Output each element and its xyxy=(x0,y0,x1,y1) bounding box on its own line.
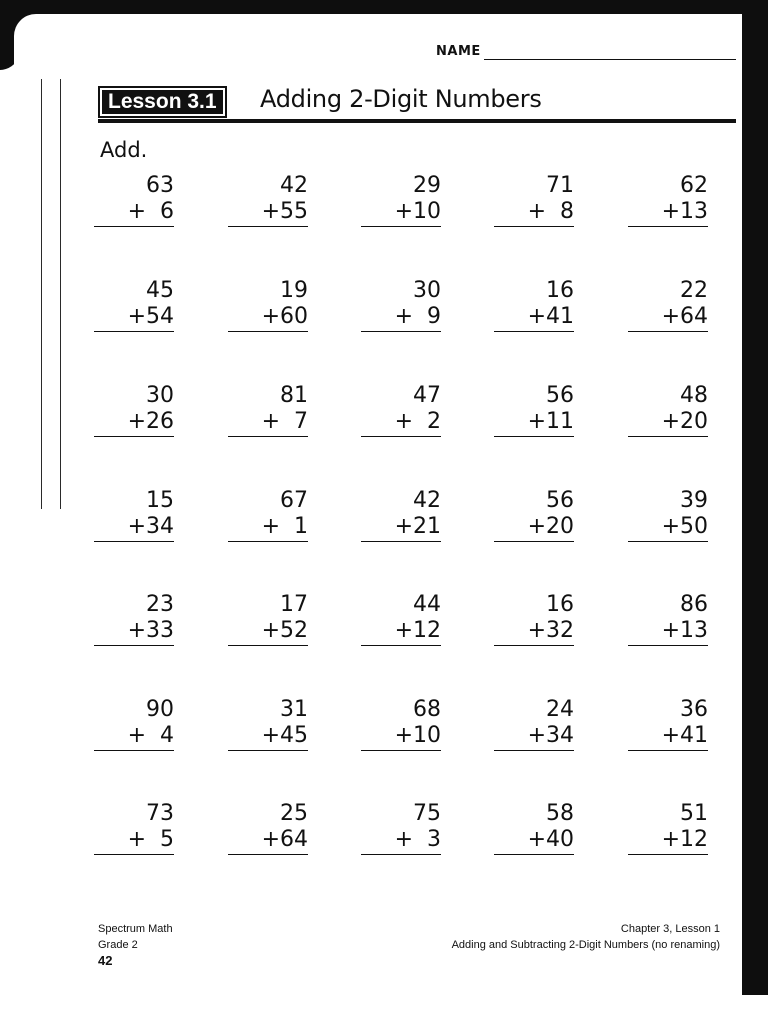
addend-top: 62 xyxy=(680,173,708,198)
addition-problem xyxy=(494,801,574,855)
addend-bottom: +54 xyxy=(94,304,174,332)
addend-bottom: +12 xyxy=(361,618,441,646)
addend-bottom: +55 xyxy=(228,199,308,227)
addend-bottom: + 7 xyxy=(228,409,308,437)
addition-problem xyxy=(94,278,174,332)
addition-problem xyxy=(628,278,708,332)
scan-edge-right xyxy=(740,0,768,995)
addend-bottom: +64 xyxy=(628,304,708,332)
addend-top: 30 xyxy=(146,383,174,408)
lesson-title: Adding 2-Digit Numbers xyxy=(260,85,542,113)
addition-problem xyxy=(494,278,574,332)
addend-bottom: +40 xyxy=(494,827,574,855)
addend-bottom: +21 xyxy=(361,514,441,542)
addition-problem xyxy=(94,697,174,751)
addend-bottom: +13 xyxy=(628,618,708,646)
name-label: NAME xyxy=(436,44,481,59)
addition-problem xyxy=(628,173,708,227)
addend-top: 56 xyxy=(546,383,574,408)
addend-top: 68 xyxy=(413,697,441,722)
addend-top: 31 xyxy=(280,697,308,722)
addend-top: 67 xyxy=(280,488,308,513)
addend-bottom: + 1 xyxy=(228,514,308,542)
addition-problem xyxy=(628,801,708,855)
addend-bottom: + 8 xyxy=(494,199,574,227)
addend-bottom: +52 xyxy=(228,618,308,646)
addend-bottom: +41 xyxy=(628,723,708,751)
addition-problem xyxy=(94,592,174,646)
addend-top: 51 xyxy=(680,801,708,826)
addend-top: 36 xyxy=(680,697,708,722)
addition-problem xyxy=(628,383,708,437)
addition-problem xyxy=(228,278,308,332)
addend-bottom: + 5 xyxy=(94,827,174,855)
name-field xyxy=(436,44,736,66)
footer-left xyxy=(98,921,173,969)
addition-problem xyxy=(494,383,574,437)
addition-problem xyxy=(228,697,308,751)
addition-problem xyxy=(94,488,174,542)
addend-bottom: +60 xyxy=(228,304,308,332)
addend-top: 81 xyxy=(280,383,308,408)
addend-bottom: +26 xyxy=(94,409,174,437)
addend-top: 30 xyxy=(413,278,441,303)
addend-bottom: +20 xyxy=(628,409,708,437)
addend-top: 71 xyxy=(546,173,574,198)
addend-top: 25 xyxy=(280,801,308,826)
addend-top: 22 xyxy=(680,278,708,303)
addition-problem xyxy=(361,383,441,437)
grade-label: Grade 2 xyxy=(98,939,138,951)
addition-problem xyxy=(494,488,574,542)
page-number: 42 xyxy=(98,953,113,968)
addition-problem xyxy=(228,592,308,646)
addend-top: 75 xyxy=(413,801,441,826)
addition-problem xyxy=(94,383,174,437)
addition-problem xyxy=(228,801,308,855)
addend-top: 39 xyxy=(680,488,708,513)
title-rule xyxy=(98,119,736,123)
addend-bottom: +34 xyxy=(494,723,574,751)
addend-top: 45 xyxy=(146,278,174,303)
addition-problem xyxy=(361,173,441,227)
addend-top: 15 xyxy=(146,488,174,513)
name-line xyxy=(484,59,736,60)
addend-bottom: + 6 xyxy=(94,199,174,227)
addition-problem xyxy=(361,697,441,751)
addition-problem xyxy=(628,697,708,751)
addend-top: 23 xyxy=(146,592,174,617)
addend-bottom: +13 xyxy=(628,199,708,227)
addition-problem xyxy=(494,173,574,227)
addend-top: 24 xyxy=(546,697,574,722)
addend-top: 16 xyxy=(546,278,574,303)
chapter-label: Chapter 3, Lesson 1 xyxy=(620,923,720,935)
topic-label: Adding and Subtracting 2-Digit Numbers (no renaming) xyxy=(451,939,720,951)
addend-top: 42 xyxy=(413,488,441,513)
addend-bottom: +41 xyxy=(494,304,574,332)
margin-line xyxy=(41,79,42,509)
margin-line xyxy=(60,79,61,509)
addend-bottom: + 4 xyxy=(94,723,174,751)
publisher-name: Spectrum Math xyxy=(98,923,173,935)
addition-problem xyxy=(361,488,441,542)
addend-top: 56 xyxy=(546,488,574,513)
addend-bottom: +64 xyxy=(228,827,308,855)
addition-problem xyxy=(228,383,308,437)
addition-problem xyxy=(494,697,574,751)
addition-problem xyxy=(628,592,708,646)
addend-top: 86 xyxy=(680,592,708,617)
addition-problem xyxy=(228,173,308,227)
addend-top: 44 xyxy=(413,592,441,617)
addend-bottom: + 3 xyxy=(361,827,441,855)
addend-top: 63 xyxy=(146,173,174,198)
addition-problem xyxy=(494,592,574,646)
addend-bottom: +20 xyxy=(494,514,574,542)
addend-bottom: +12 xyxy=(628,827,708,855)
addition-problem xyxy=(361,278,441,332)
addition-problem xyxy=(361,801,441,855)
addend-bottom: +45 xyxy=(228,723,308,751)
addend-top: 47 xyxy=(413,383,441,408)
addition-problem xyxy=(361,592,441,646)
addend-bottom: +33 xyxy=(94,618,174,646)
addend-bottom: +10 xyxy=(361,199,441,227)
addend-bottom: +32 xyxy=(494,618,574,646)
footer-right xyxy=(452,921,720,953)
addition-problem xyxy=(94,173,174,227)
addend-bottom: + 2 xyxy=(361,409,441,437)
lesson-badge: Lesson 3.1 xyxy=(98,86,227,118)
addend-top: 16 xyxy=(546,592,574,617)
addend-top: 48 xyxy=(680,383,708,408)
addition-problem xyxy=(628,488,708,542)
addition-problem xyxy=(94,801,174,855)
addend-top: 58 xyxy=(546,801,574,826)
addend-bottom: +11 xyxy=(494,409,574,437)
instruction-text: Add. xyxy=(100,138,148,162)
addend-top: 90 xyxy=(146,697,174,722)
addend-top: 19 xyxy=(280,278,308,303)
addition-problem xyxy=(228,488,308,542)
addend-bottom: +10 xyxy=(361,723,441,751)
addend-top: 73 xyxy=(146,801,174,826)
addend-bottom: +50 xyxy=(628,514,708,542)
addend-top: 42 xyxy=(280,173,308,198)
addend-top: 17 xyxy=(280,592,308,617)
addend-bottom: +34 xyxy=(94,514,174,542)
addend-bottom: + 9 xyxy=(361,304,441,332)
addend-top: 29 xyxy=(413,173,441,198)
